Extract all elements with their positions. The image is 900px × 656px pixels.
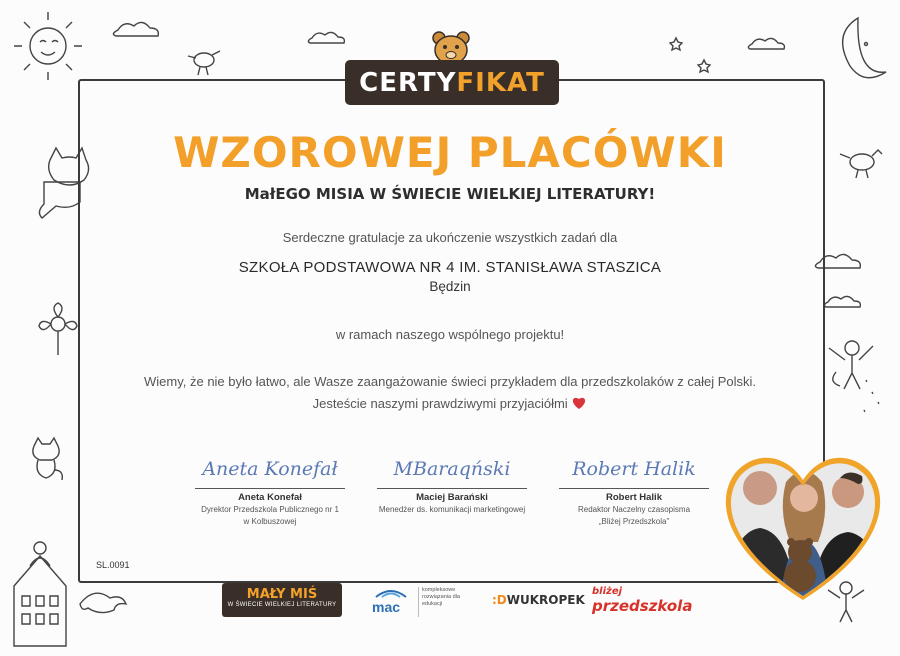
project-text: w ramach naszego wspólnego projektu!: [335, 327, 565, 342]
cloud-icon: [748, 38, 784, 49]
blizej-przedszkola-logo: bliżej przedszkola: [592, 586, 693, 615]
signature-script: MBaraqński: [393, 458, 511, 480]
signatory-role-2: „Bliżej Przedszkola”: [598, 517, 670, 526]
certificate-badge: [345, 60, 559, 105]
signature-line: [559, 488, 709, 489]
signatory-name: Maciej Barański: [416, 492, 488, 503]
signatory-role: Redaktor Naczelny czasopisma: [577, 505, 691, 514]
signature-block-3: [544, 452, 724, 527]
school-city: Będzin: [429, 279, 471, 294]
maly-mis-logo: MAŁY MIŚ W ŚWIECIE WIELKIEJ LITERATURY: [222, 583, 342, 617]
mac-mark-icon: [374, 587, 408, 599]
signatory-role: Dyrektor Przedszkola Publicznego nr 1: [201, 505, 339, 514]
partner-logos: [0, 575, 900, 625]
signature-block-2: [362, 452, 542, 515]
message-line-1: Wiemy, że nie było łatwo, ale Wasze zaangażowanie świeci przykładem dla przedszkolaków z całej Polski.: [144, 374, 756, 389]
fairy-icon: [829, 341, 880, 414]
bird-icon: [188, 51, 220, 75]
sun-icon: [14, 12, 82, 80]
certificate-title: WZOROWEJ PLACÓWKI: [173, 128, 727, 177]
signatory-role: Menedżer ds. komunikacji marketingowej: [378, 505, 526, 514]
signatory-name: Robert Halik: [606, 492, 662, 503]
message-line-2: [100, 396, 800, 411]
person-middle: [790, 484, 818, 512]
cloud-icon: [824, 296, 860, 307]
cloud-icon: [308, 32, 344, 43]
star-icon: [698, 60, 710, 72]
signature-script: Robert Halik: [572, 458, 696, 480]
certificate-subtitle: MałEGO MISIA W ŚWIECIE WIELKIEJ LITERATURY!: [244, 185, 656, 203]
message-line-2-text: Jesteście naszymi prawdziwymi przyjaciółmi: [312, 396, 568, 411]
moon-icon: [843, 18, 886, 78]
signature-block-1: [180, 452, 360, 527]
cat-icon: [33, 438, 62, 480]
greeting-text: Serdeczne gratulacje za ukończenie wszystkich zadań dla: [282, 230, 618, 245]
mac-logo: mac kompleksowe rozwiązania dla edukacji: [372, 587, 460, 615]
dwukropek-logo: :DWUKROPEK: [492, 593, 585, 607]
school-name: SZKOŁA PODSTAWOWA NR 4 IM. STANISŁAWA STASZICA: [238, 259, 662, 276]
star-icon: [670, 38, 682, 50]
flower-icon: [39, 303, 77, 355]
cloud-icon: [113, 22, 158, 36]
badge-label: CERTYFIKAT: [359, 67, 545, 98]
person-left: [743, 471, 777, 505]
heart-icon: [571, 396, 587, 410]
signature-script: Aneta Konefał: [202, 458, 338, 480]
signatory-role-2: w Kolbuszowej: [243, 517, 297, 526]
certificate-code: SL.0091: [96, 560, 130, 570]
signature-line: [195, 488, 345, 489]
signature-line: [377, 488, 527, 489]
signatory-name: Aneta Konefał: [238, 492, 302, 503]
